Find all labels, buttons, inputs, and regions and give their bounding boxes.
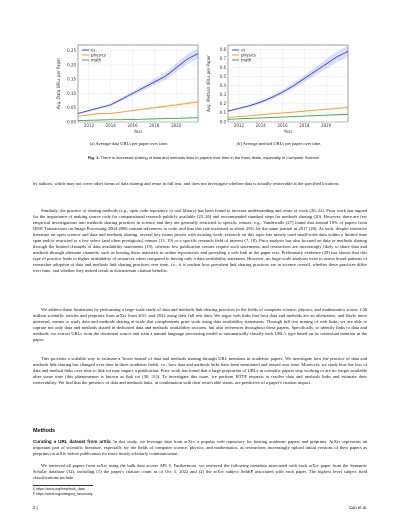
figure-caption (34, 155, 374, 160)
chart-b-legend-label-math: math (241, 57, 252, 63)
chart-panel-a (54, 40, 202, 140)
chart-b-ytick-label: 0.1 (219, 110, 226, 116)
run-in-heading: Curating a URL dataset from arXiv. (33, 439, 112, 444)
chart-a-ylabel: Avg. Data URLs per Paper (56, 57, 61, 110)
chart-b-ylabel: Avg. Method URLs per Paper (206, 55, 211, 112)
figure-caption-label: Fig. 1. (87, 155, 100, 160)
chart-a-legend-label-physics: physics (91, 52, 106, 58)
chart-a-ytick-label: 0.20 (67, 62, 76, 68)
paragraph-1: by authors, which may not cover other forms of data sharing and reuse in full text, and does not investigate whether data is actually retrievable at the specified locations. (33, 181, 340, 186)
paragraph-5 (33, 439, 367, 457)
paragraph-4: This provides a scalable way to estimate a 'lower bound' of data and methods sharing through URL mentions in academic papers. We investigate how the practice of data and methods link sharing has changed over time in three academic fields, i.e., how data and methods links have been mentioned and reused over time. Moreover, we study how the loss of data and method links over time to link rot may impact a publication. Prior work has found that a large proportion of URLs in scientific papers stop working or are no longer available after some time (this phenomenon is known as link rot (30, 31)). To investigate this issue, we perform HTTP requests to resolve data and methods links and estimate their retrievability. We find that the presence of data and methods links, in combination with their retrievable status, are predictive of a paper's citation impact. (33, 356, 367, 386)
chart-b-ytick-label: 0.6 (219, 64, 226, 70)
figure-caption-text: There is increased sharing of data and methods links in papers over time in the three fields, especially in Computer Science. (100, 155, 321, 160)
chart-b-ytick-label: 0.7 (219, 55, 226, 61)
chart-a-ytick-label: 0.00 (67, 119, 76, 125)
chart-b-svg (204, 40, 352, 140)
footnote-2: ¶ https://arxiv.org/category_taxonomy (33, 492, 93, 496)
running-author: Cao et al. (349, 505, 367, 510)
section-heading-methods: Methods (33, 428, 56, 434)
chart-b-xtick-label: 2014 (255, 123, 266, 128)
subcaption-b: (b) Average method URLs per paper over time. (236, 141, 322, 146)
chart-b-xlabel: Year (283, 129, 293, 134)
subcaption-a: (a) Average data URLs per paper over time. (89, 141, 169, 146)
chart-a-xlabel: Year (133, 129, 143, 134)
footnote-1: § https://arxiv.org/help/bulk_data (33, 487, 85, 491)
chart-a-ytick-label: 0.15 (67, 76, 76, 82)
chart-a-legend-label-math: math (91, 57, 102, 63)
chart-a-xtick-label: 2020 (171, 123, 182, 128)
chart-b-ytick-label: 0.5 (219, 74, 226, 80)
chart-a-xtick-label: 2016 (127, 123, 138, 128)
chart-b-legend-label-physics: physics (241, 52, 256, 58)
chart-b-ytick-label: 0.3 (219, 92, 226, 98)
chart-panel-b (204, 40, 352, 140)
paragraph-5-text: In this study, we leverage data from arXiv, a popular web repository for hosting academic papers and preprints. ArXiv represents an important part of scientific literature, especially for the fields of computer science, physics, and mathematics, as researchers increasingly upload initial versions of their papers as preprints on arXiv before publication for more timely scholarly communication. (33, 439, 368, 457)
chart-a-ytick-label: 0.05 (67, 105, 76, 111)
paragraph-3: We address these limitations by performing a large-scale study of data and methods link-sharing practices in the fields of computer science, physics, and mathematics across 1.06 million scientific articles and preprints from arXiv from 2011 and 2022 using their full text data. We argue web links that host data and methods are an alternative, and likely more universal, means to study data and methods sharing at-scale that complements prior work using data availability statements. Through full text mining of web links, we are able to capture not only data and methods shared in dedicated data and methods availability sections, but also references throughout these papers. Specifically, to identify links to data and methods, we extract URLs from the document source and train a natural language processing model to automatically classify each URL's type based on its contextual mention in the paper. (33, 307, 367, 343)
chart-b-xtick-label: 2012 (233, 123, 245, 128)
chart-a-xtick-label: 2012 (83, 123, 95, 128)
chart-a-ytick-label: 0.25 (67, 48, 76, 54)
chart-a-legend-label-cs: cs (91, 47, 96, 53)
chart-b-xtick-label: 2018 (299, 123, 310, 128)
chart-b-xtick-label: 2016 (277, 123, 288, 128)
chart-b-ytick-label: 0.8 (219, 46, 226, 52)
paragraph-2: Similarly, the practice of sharing methods (e.g., open code repository or tool library) has been found to increase understanding and reuse of work (20–22). Prior work has argued for the importance of making source code for computational research publicly available (23–26) and recommended standard steps for methods sharing (20). However, there are few empirical investigations into methods sharing practices in science and they are generally restricted to specific venues, e.g., Vandewalle (27) found that around 10% of papers from IEEE Transactions on Image Processing 2004-2006 contain references to code, and that this rate increased to about 25% for the same journal in 2017 (28). As such, despite extensive literature on open science and data and methods sharing, several key issues persist with existing work: research on this topic has mostly used small-scale data within a limited time span and/or restricted to a few select (and often prestigious) venues (13, 19) or a specific research field of interest (7, 18). Prior analysis has also focused on data or methods sharing through the limited channels of data availability statements (19), whereas few publication venues require such statements, and researchers are increasingly likely to share data and methods through alternate channels, such as hosting these materials in online repositories and providing a web link in the paper text. Preliminary evidence (29) has shown that this type of practice leads to higher availability of resources when compared to having only a data availability statement. However, no large-scale analyses exist to assess broad patterns of researcher adoption of data and methods link sharing practices over time, i.e., it is unclear how prevalent link sharing practices are in science overall, whether these practices differ over time, and whether they indeed result in downstream citation benefits. (33, 208, 367, 274)
page-number: 2 | (33, 505, 38, 510)
paragraph-6: We retrieved all papers from arXiv using the bulk data access API §. Furthermore, we retrieved the following metadata associated with each arXiv paper from the Semantic Scholar database (32), including (1) the paper's citation count as of Oct 3, 2022 and (2) the arXiv subject fields¶ associated with each paper. The highest level subject field classifications include (33, 463, 367, 481)
chart-a-ytick-label: 0.10 (67, 90, 76, 96)
footnote-rule (33, 485, 93, 486)
chart-b-xtick-label: 2020 (321, 123, 332, 128)
chart-a-xtick-label: 2014 (105, 123, 116, 128)
chart-b-ytick-label: 0.2 (219, 101, 226, 107)
chart-a-xtick-label: 2018 (149, 123, 160, 128)
chart-a-svg (54, 40, 202, 140)
chart-b-ytick-label: 0.0 (219, 119, 226, 125)
chart-b-legend-label-cs: cs (241, 47, 246, 53)
chart-b-ytick-label: 0.4 (219, 83, 226, 89)
figure-1 (54, 40, 354, 170)
